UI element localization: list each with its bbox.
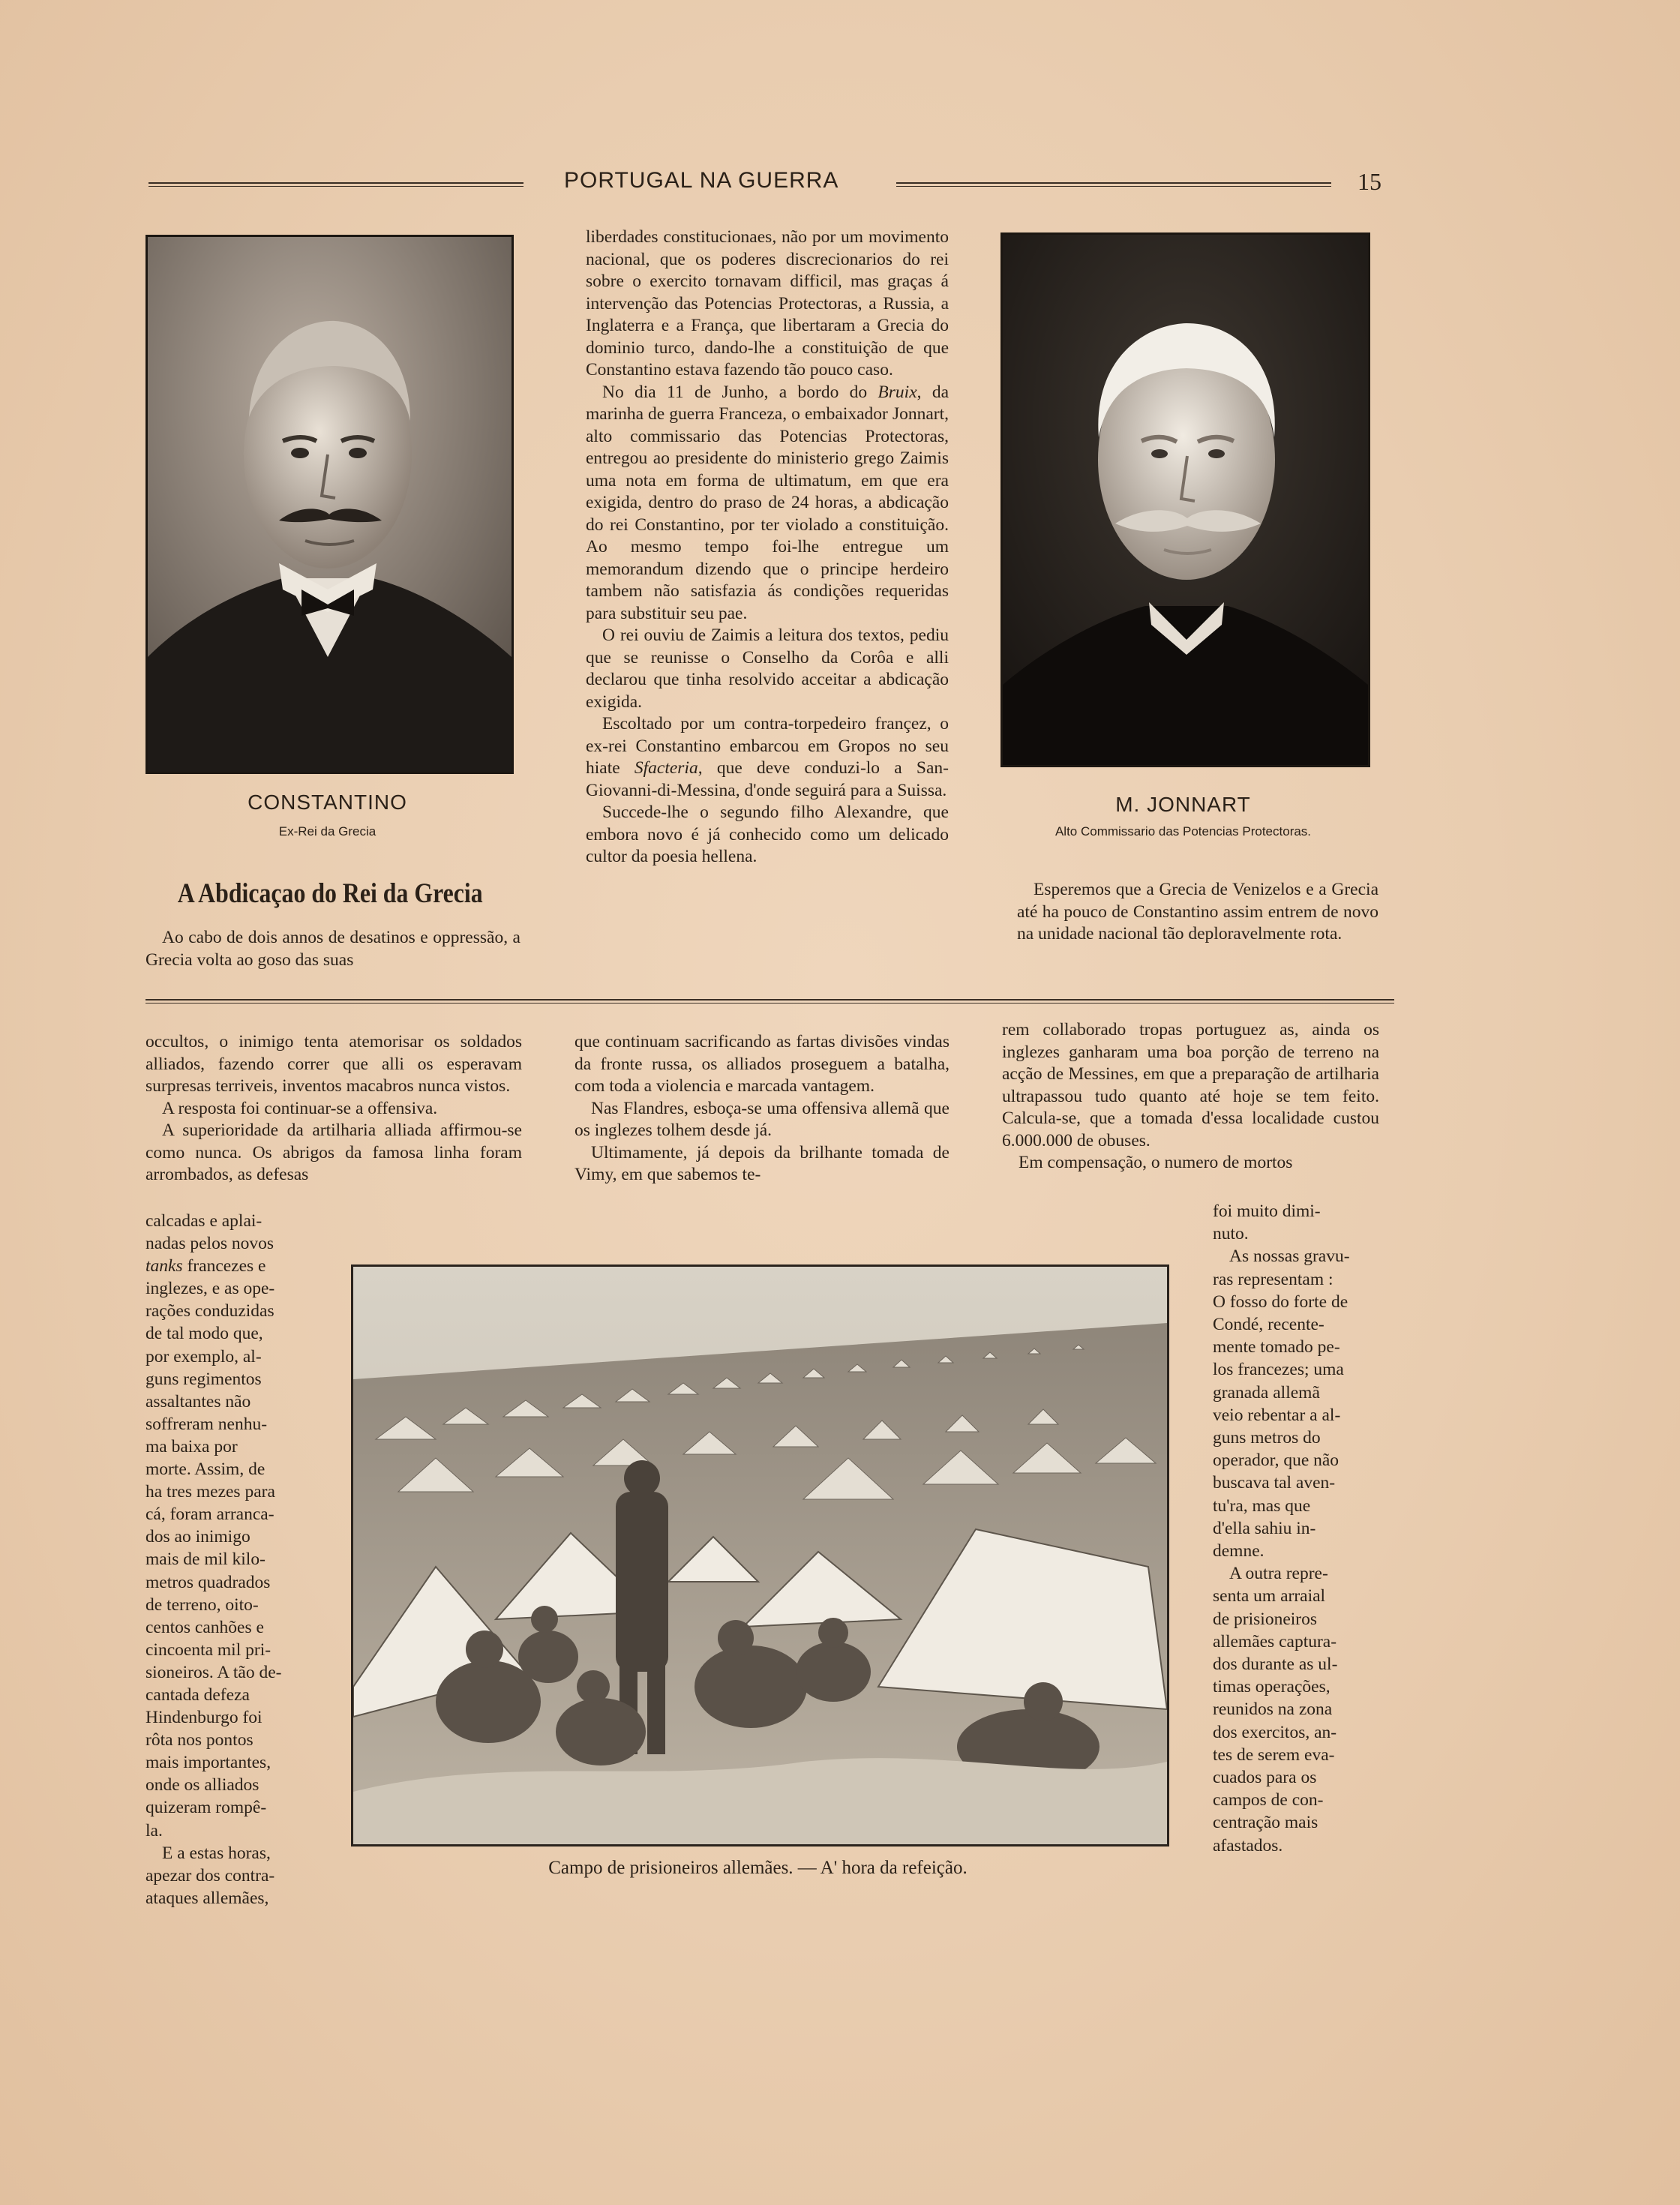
war-col1-line: morte. Assim, de	[146, 1460, 266, 1480]
article-col2-p4-end: , que deve conduzi-lo a San-Giovanni-di-Messina, d'onde seguirá para a Suissa.	[586, 758, 949, 800]
article-col2-p2	[586, 382, 949, 626]
war-col3-line: tu'ra, mas que	[1213, 1496, 1311, 1516]
war-col3-line: As nossas gravu-	[1229, 1246, 1350, 1267]
war-col1-line: ha tres mezes para	[146, 1482, 275, 1502]
portrait-right-subtitle: Alto Commissario das Potencias Protectoras.	[1054, 824, 1312, 838]
war-col3-line: los francezes; uma	[1213, 1360, 1344, 1380]
war-col1-line-rest: francezes e	[182, 1256, 266, 1276]
war-col1-line: dos ao inimigo	[146, 1527, 250, 1547]
portrait-constantino	[146, 235, 514, 774]
war-col3-line: reunidos na zona	[1213, 1700, 1333, 1720]
war-col3-line: allemães captura-	[1213, 1631, 1337, 1652]
prisoner-camp-caption: Campo de prisioneiros allemães. — A' hora da refeição.	[548, 1858, 968, 1878]
war-col3-top	[1002, 1019, 1379, 1174]
yacht-name: Sfacteria	[634, 758, 698, 778]
war-col3-p2: Em compensação, o numero de mortos	[1018, 1153, 1293, 1172]
war-col1-p3: A superioridade da artilharia alliada affirmou-se como nunca. Os abrigos da famosa linha foram arrombados, as defesas	[146, 1120, 522, 1184]
war-col1-line: cantada defeza	[146, 1684, 250, 1705]
war-col3-line: dos durante as ul-	[1213, 1654, 1338, 1675]
war-col1-line: ataques allemães,	[146, 1888, 269, 1908]
war-col3-line: campos de con-	[1213, 1790, 1324, 1810]
war-col2-p3: Ultimamente, já depois da brilhante tomada de Vimy, em que sabemos te-	[574, 1142, 950, 1184]
war-col2-p1: que continuam sacrificando as fartas divisões vindas da fronte russa, os alliados proseguem a batalha, com toda a violencia e marcada vantagem.	[574, 1032, 950, 1096]
war-col1-line: Hindenburgo foi	[146, 1708, 262, 1728]
war-col1-line: onde os alliados	[146, 1775, 260, 1796]
war-col2-p2: Nas Flandres, esboça-se uma offensiva allemã que os inglezes tolhem desde já.	[574, 1098, 950, 1140]
portrait-jonnart-image	[1003, 235, 1368, 765]
article-col2-p5: Succede-lhe o segundo filho Alexandre, que embora novo é já conhecido como um delicado cultor da poesia hellena.	[586, 802, 949, 866]
article-intro-paragraph: Ao cabo de dois annos de desatinos e oppressão, a Grecia volta ao goso das suas	[146, 928, 520, 970]
war-col1-line: quizeram rompê-	[146, 1798, 267, 1818]
war-col1-line: sioneiros. A tão de-	[146, 1662, 282, 1682]
article-col2-p4	[586, 713, 949, 802]
article-col1-intro	[146, 927, 520, 971]
war-col3-line: senta um arraial	[1213, 1586, 1326, 1606]
article-col2-p3: O rei ouviu de Zaimis a leitura dos textos, pediu que se reunisse o Conselho da Corôa e alli declarou que tinha resolvido acceitar a abdicação exigida.	[586, 626, 949, 712]
portrait-left-subtitle: Ex-Rei da Grecia	[278, 824, 376, 838]
war-col1-line: de terreno, oito-	[146, 1594, 259, 1615]
tanks-word: tanks	[146, 1256, 183, 1276]
war-col3-line: timas operações,	[1213, 1677, 1330, 1697]
war-col1-line	[146, 1255, 314, 1277]
article-col3-p1: Esperemos que a Grecia de Venizelos e a Grecia até ha pouco de Constantino assim entrem de novo na unidade nacional tão deploravelmente rota.	[1017, 880, 1378, 944]
war-col3-narrow	[1213, 1200, 1379, 1857]
header-rule-left	[148, 182, 524, 187]
war-col1-line: mais de mil kilo-	[146, 1550, 266, 1570]
war-col1-line: cincoenta mil pri-	[146, 1640, 272, 1660]
war-col1-line: la.	[146, 1820, 163, 1840]
war-col3-line: veio rebentar a al-	[1213, 1405, 1341, 1425]
war-col1-line: mais importantes,	[146, 1753, 272, 1773]
war-col1-p2: A resposta foi continuar-se a offensiva.	[162, 1098, 438, 1118]
war-col3-line: afastados.	[1213, 1835, 1283, 1856]
war-col1-top	[146, 1031, 522, 1186]
ship-name: Bruix	[878, 382, 917, 402]
war-col1-line: inglezes, e as ope-	[146, 1279, 275, 1299]
portrait-jonnart	[1000, 232, 1370, 767]
war-col3-line: dos exercitos, an-	[1213, 1722, 1337, 1742]
war-col3-line: de prisioneiros	[1213, 1609, 1318, 1629]
prisoner-camp-image	[353, 1267, 1167, 1844]
war-col1-line: metros quadrados	[146, 1572, 271, 1592]
running-title: PORTUGAL NA GUERRA	[564, 168, 839, 193]
war-col3-line: cuados para os	[1213, 1768, 1317, 1788]
war-col3-line: mente tomado pe-	[1213, 1337, 1340, 1358]
war-col1-line: soffreram nenhu-	[146, 1414, 268, 1434]
war-col1-line: E a estas horas,	[162, 1843, 271, 1863]
war-col1-p1: occultos, o inimigo tenta atemorisar os soldados alliados, fazendo correr que alli os esperavam surpresas terriveis, inventos macabros nunca vistos.	[146, 1032, 522, 1096]
article-col2	[586, 226, 949, 868]
header-rule-right	[896, 182, 1331, 187]
war-col3-line: demne.	[1213, 1541, 1264, 1562]
war-col1-line: guns regimentos	[146, 1369, 262, 1389]
war-col1-line: nadas pelos novos	[146, 1234, 274, 1254]
war-col1-line: apezar dos contra-	[146, 1865, 275, 1886]
war-col1-narrow	[146, 1210, 314, 1910]
section-rule	[146, 999, 1394, 1004]
war-col3-line: foi muito dimi-	[1213, 1202, 1321, 1221]
war-col1-line: calcadas e aplai-	[146, 1211, 262, 1231]
war-col1-line: por exemplo, al-	[146, 1346, 262, 1366]
war-col3-line: O fosso do forte de	[1213, 1292, 1348, 1312]
article-heading: A Abdicaçao do Rei da Grecia	[177, 878, 483, 909]
war-col1-line: ma baixa por	[146, 1436, 238, 1456]
war-col2	[574, 1031, 950, 1186]
war-col1-line: centos canhões e	[146, 1617, 264, 1637]
war-col3-p1: rem collaborado tropas portuguez as, ainda os inglezes ganharam uma boa porção de terreno na acção de Messines, em que a preparação de artilharia ultrapassou tudo quanto até hoje se tem feito. Calcula-se, que a tomada d'essa localidade custou 6.000.000 de obuses.	[1002, 1020, 1379, 1150]
article-col2-p2-start: No dia 11 de Junho, a bordo do	[602, 382, 878, 402]
prisoner-camp-photo	[351, 1264, 1169, 1846]
war-col3-line: d'ella sahiu in-	[1213, 1518, 1316, 1538]
portrait-constantino-image	[148, 237, 512, 772]
war-col1-line: cá, foram arranca-	[146, 1504, 274, 1525]
war-col1-line: rôta nos pontos	[146, 1730, 254, 1750]
war-col3-line: buscava tal aven-	[1213, 1473, 1336, 1493]
page-number: 15	[1358, 168, 1382, 195]
portrait-right-name: M. JONNART	[1115, 793, 1251, 816]
war-col3-line: nuto.	[1213, 1224, 1249, 1244]
article-col2-p2-end: , da marinha de guerra Franceza, o embaixador Jonnart, alto commissario das Potencias Protectoras, entregou ao presidente do ministerio grego Zaimis uma nota em forma de ultimatum, em que era exigida, dentro do praso de 24 horas, a abdicação do rei Constantino, por ter violado a constituição. Ao mesmo tempo foi-lhe entregue um memorandum dizendo que o principe herdeiro tambem não satisfazia ás condições requeridas para substituir seu pae.	[586, 382, 949, 623]
article-col3	[1017, 879, 1378, 946]
war-col1-line: rações conduzidas	[146, 1301, 274, 1322]
war-col3-line: tes de serem eva-	[1213, 1744, 1335, 1765]
war-col3-line: guns metros do	[1213, 1428, 1321, 1448]
war-col3-line: A outra repre-	[1229, 1564, 1328, 1584]
war-col3-line: ras representam :	[1213, 1269, 1334, 1289]
war-col1-line: assaltantes não	[146, 1391, 251, 1412]
war-col3-line: centração mais	[1213, 1813, 1318, 1833]
article-col2-p1: liberdades constitucionaes, não por um movimento nacional, que os poderes discrecionarios do rei sobre o exercito tornavam difficil, mas graças á intervenção das Potencias Protectoras, a Russia, a Inglaterra e a França, que libertaram a Grecia do dominio turco, dando-lhe a constituição de que Constantino estava fazendo tão pouco caso.	[586, 227, 949, 380]
portrait-left-name: CONSTANTINO	[248, 790, 407, 814]
war-col3-line: operador, que não	[1213, 1450, 1340, 1471]
war-col3-line: Condé, recente-	[1213, 1315, 1324, 1335]
war-col3-line: granada allemã	[1213, 1382, 1320, 1402]
article-col2-p4-start: Escoltado por um contra-torpedeiro françez, o ex-rei Constantino embarcou em Gropos no seu hiate	[586, 714, 949, 778]
war-col1-line: de tal modo que,	[146, 1324, 263, 1344]
